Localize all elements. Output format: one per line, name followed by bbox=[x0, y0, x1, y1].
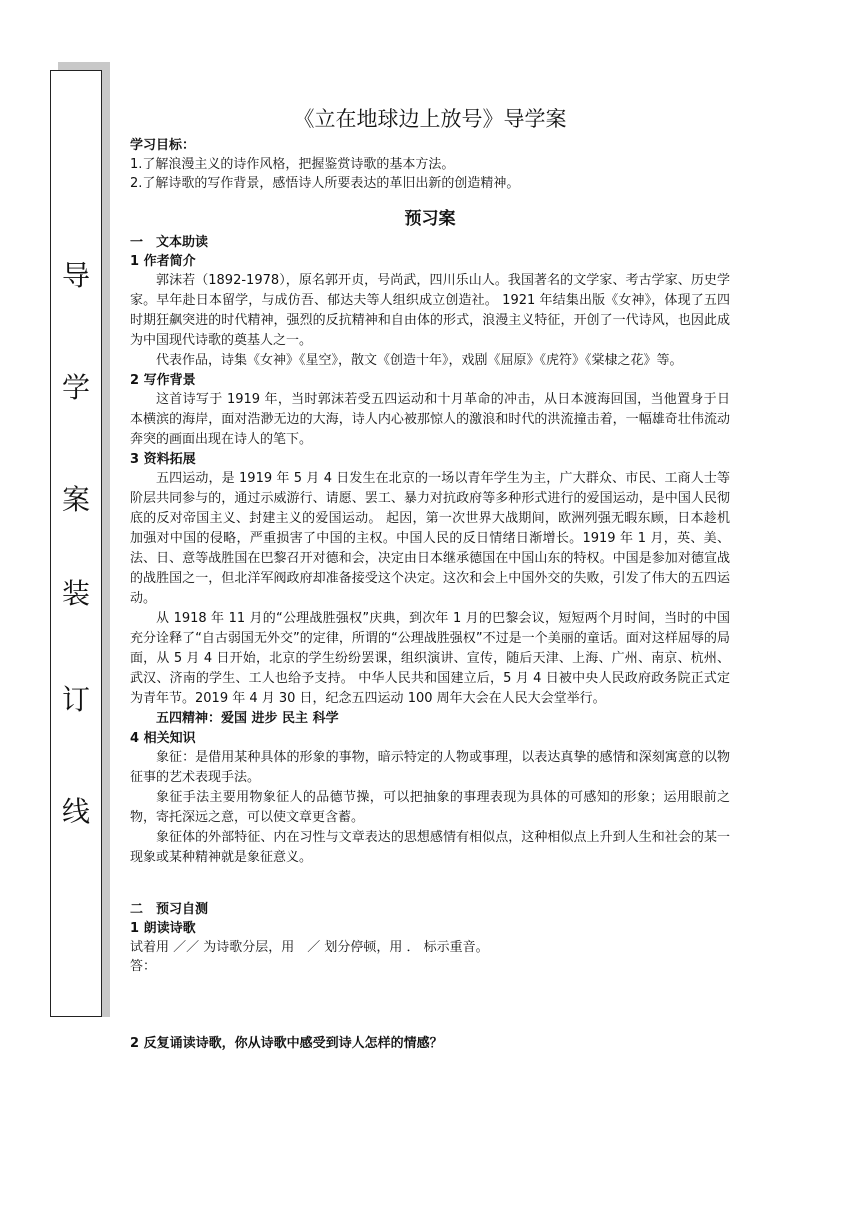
paragraph: 从 1918 年 11 月的“公理战胜强权”庆典，到次年 1 月的巴黎会议，短短两个月时间，当时的中国充分诠释了“自古弱国无外交”的定律，所谓的“公理战胜强权”不过是一个美丽的童话。面对这样屈辱的局面，从 5 月 4 日开始，北京的学生纷纷罢课，组织演讲、宣传，随后天津、上海、广州、南京、杭州、武汉、济南的学生、工人也给予支持。 中华人民共和国建立后，5 月 4 日被中央人民政府政务院正式定为青年节。2019 年 4 月 30 日，纪念五四运动 100 周年大会在人民大会堂举行。 bbox=[130, 611, 730, 706]
document-content bbox=[130, 104, 730, 1053]
binding-char: 案 bbox=[61, 483, 90, 516]
paragraph: 郭沫若（1892-1978），原名郭开贞，号尚武，四川乐山人。我国著名的文学家、考古学家、历史学家。早年赴日本留学，与成仿吾、郁达夫等人组织成立创造社。 1921 年结集出版《女神》，体现了五四时期狂飙突进的时代精神，强烈的反抗精神和自由体的形式，浪漫主义特征，开创了一代诗风，也因此成为中国现代诗歌的奠基人之一。 bbox=[130, 273, 730, 348]
objective-item: 1.了解浪漫主义的诗作风格，把握鉴赏诗歌的基本方法。 bbox=[130, 157, 455, 172]
binding-line-box bbox=[50, 70, 102, 1017]
binding-char: 线 bbox=[61, 795, 90, 828]
paragraph: 这首诗写于 1919 年，当时郭沫若受五四运动和十月革命的冲击，从日本渡海回国，当他置身于日本横滨的海岸，面对浩渺无边的大海，诗人内心被那惊人的激浪和时代的洪流撞击着，一幅雄奇壮伟流动奔突的画面出现在诗人的笔下。 bbox=[130, 392, 730, 447]
binding-char: 导 bbox=[61, 259, 90, 292]
paragraph: 象征手法主要用物象征人的品德节操，可以把抽象的事理表现为具体的可感知的形象；运用眼前之物，寄托深远之意，可以使文章更含蓄。 bbox=[130, 790, 730, 825]
binding-char: 订 bbox=[61, 683, 90, 716]
objectives-label: 学习目标： bbox=[130, 138, 196, 153]
question-heading: 1 朗读诗歌 bbox=[130, 921, 196, 936]
paragraph: 代表作品，诗集《女神》《星空》，散文《创造十年》，戏剧《屈原》《虎符》《棠棣之花》等。 bbox=[156, 353, 683, 368]
binding-char: 装 bbox=[61, 577, 90, 610]
subsection-heading: 3 资料拓展 bbox=[130, 452, 196, 467]
objective-item: 2.了解诗歌的写作背景，感悟诗人所要表达的革旧出新的创造精神。 bbox=[130, 176, 520, 191]
document-title: 《立在地球边上放号》导学案 bbox=[293, 107, 567, 131]
section-heading: 一 文本助读 bbox=[130, 235, 209, 250]
preview-title: 预习案 bbox=[404, 209, 456, 229]
spirit-line: 五四精神：爱国 进步 民主 科学 bbox=[156, 711, 339, 726]
subsection-heading: 4 相关知识 bbox=[130, 731, 196, 746]
subsection-heading: 1 作者简介 bbox=[130, 254, 196, 269]
section-heading: 二 预习自测 bbox=[130, 902, 209, 917]
paragraph: 象征：是借用某种具体的形象的事物，暗示特定的人物或事理，以表达真挚的感情和深刻寓意的以物征事的艺术表现手法。 bbox=[130, 750, 730, 785]
question-heading: 2 反复诵读诗歌，你从诗歌中感受到诗人怎样的情感？ bbox=[130, 1036, 443, 1051]
binding-char: 学 bbox=[61, 371, 90, 404]
answer-label: 答： bbox=[130, 959, 157, 974]
subsection-heading: 2 写作背景 bbox=[130, 373, 196, 388]
paragraph: 五四运动，是 1919 年 5 月 4 日发生在北京的一场以青年学生为主，广大群众、市民、工商人士等阶层共同参与的，通过示威游行、请愿、罢工、暴力对抗政府等多种形式进行的爱国运动，是中国人民彻底的反对帝国主义、封建主义的爱国运动。 起因，第一次世界大战期间，欧洲列强无暇东顾，日本趁机加强对中国的侵略，严重损害了中国的主权。中国人民的反日情绪日渐增长。1919 年 1 月，英、美、法、日、意等战胜国在巴黎召开对德和会，决定由日本继承德国在中国山东的特权。中国是参加对德宣战的战胜国之一，但北洋军阀政府却准备接受这个决定。这次和会上中国外交的失败，引发了伟大的五四运动。 bbox=[130, 471, 730, 606]
paragraph: 象征体的外部特征、内在习性与文章表达的思想感情有相似点，这种相似点上升到人生和社会的某一现象或某种精神就是象征意义。 bbox=[130, 830, 730, 865]
question-instruction: 试着用 ／／ 为诗歌分层，用 ／ 划分停顿，用 ． 标示重音。 bbox=[130, 940, 489, 955]
